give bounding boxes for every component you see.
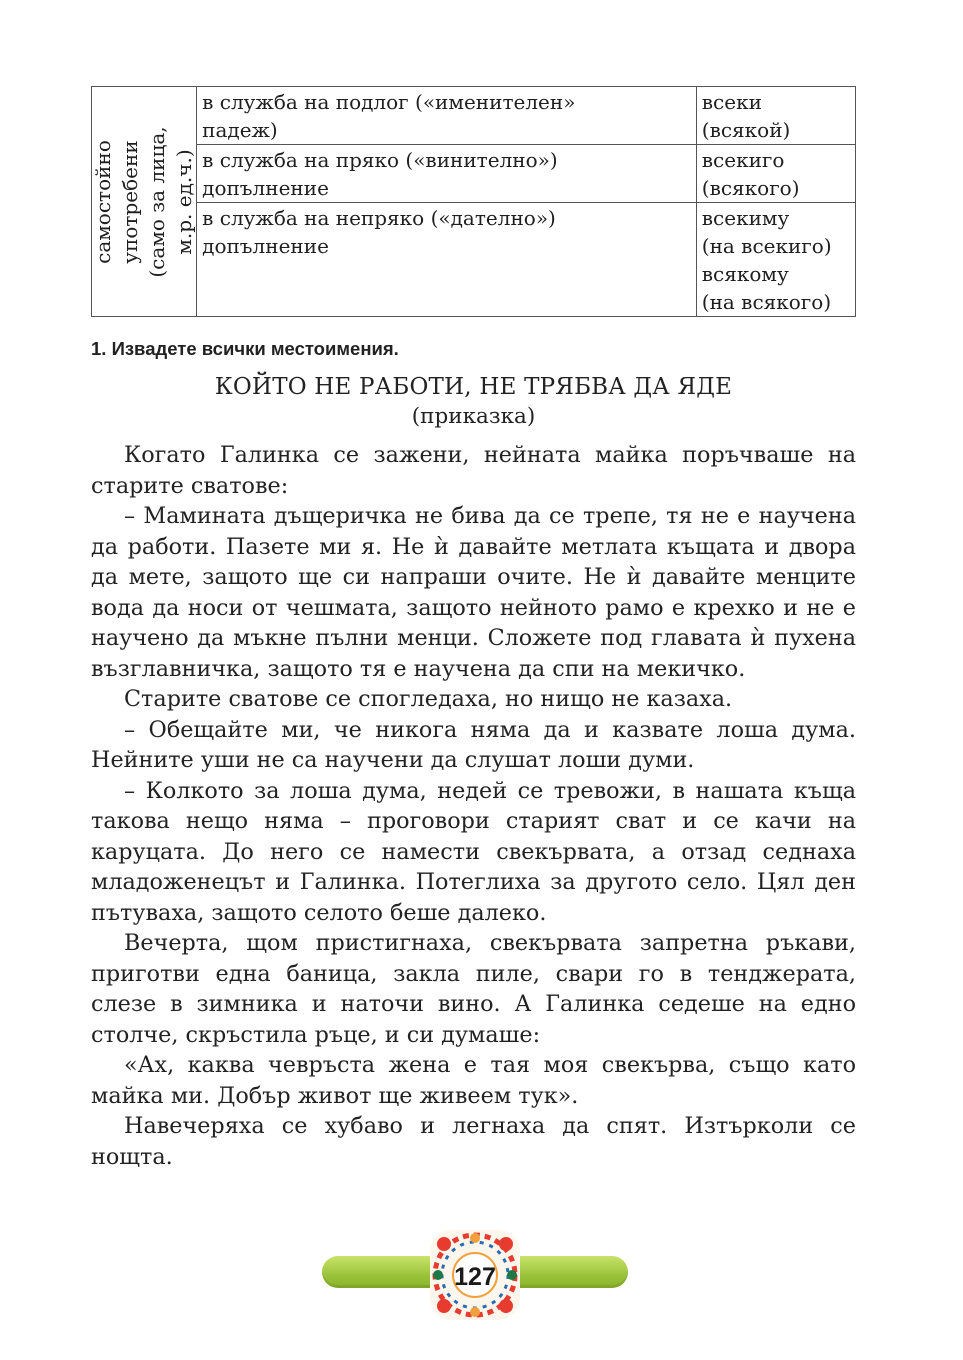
table-row xyxy=(92,145,856,203)
table-cell-forms: всекиго (всякого) xyxy=(696,145,855,203)
story-paragraph: – Мамината дъщеричка не бива да се трепе, тя не е научена да работи. Пазете ми я. Не ѝ давайте метлата къщата и двора да мете, защото ще си напраши очите. Не ѝ давайте менците вода да носи от чешмата, защото нейното рамо е крехко и не е научено да мъкне пълни менци. Сложете под главата ѝ пухена възглавничка, защото тя е научена да спи на мекичко. xyxy=(91,503,856,682)
table-cell-function: в служба на непряко («дателно») допълнение xyxy=(197,203,697,317)
story-paragraph: Когато Галинка се зажени, нейната майка поръчваше на старите сватове: xyxy=(91,442,856,499)
story-paragraph: – Колкото за лоша дума, недей се тревожи, в нашата къща такова нещо няма – проговори старият сват и се качи на каруцата. До него се намести свекървата, а отзад седнаха младоженецът и Галинка. Потеглиха за другото село. Цял ден пътуваха, защото селото беше далеко. xyxy=(91,777,856,926)
table-row-header xyxy=(92,87,197,317)
exercise-instruction: 1. Извадете всички местоимения. xyxy=(91,338,399,359)
row-header-label: самостойно употребени (само за лица, м.р. ед.ч.) xyxy=(91,125,197,278)
story-paragraph: Старите сватове се спогледаха, но нищо не казаха. xyxy=(124,686,733,712)
page-number-badge xyxy=(430,1230,520,1320)
table-cell-forms: всекиму (на всекиго) всякому (на всякого) xyxy=(696,203,855,317)
story-paragraph: – Обещайте ми, че никога няма да и казвате лоша дума. Нейните уши не са научени да слушат лоши думи. xyxy=(91,716,856,773)
table-cell-function: в служба на пряко («винително») допълнение xyxy=(197,145,697,203)
pronoun-forms-table xyxy=(91,86,856,317)
table-row xyxy=(92,203,856,317)
story-subtitle: (приказка) xyxy=(411,404,536,429)
page-footer xyxy=(322,1230,628,1320)
story-title: КОЙТО НЕ РАБОТИ, НЕ ТРЯБВА ДА ЯДЕ xyxy=(214,374,733,400)
table-cell-forms: всеки (всякой) xyxy=(696,87,855,145)
story-paragraph: Навечеряха се хубаво и легнаха да спят. Изтърколи се нощта. xyxy=(91,1113,856,1170)
story-paragraph: «Ах, каква чевръста жена е тая моя свекърва, също като майка ми. Добър живот ще живеем тук». xyxy=(91,1052,856,1109)
story-paragraph: Вечерта, щом пристигнаха, свекървата запретна ръкави, приготви една баница, закла пиле, свари го в тенджерата, слезе в зимника и наточи вино. А Галинка седеше на едно столче, скръстила ръце, и си думаше: xyxy=(91,930,856,1048)
table-cell-function: в служба на подлог («именителен» падеж) xyxy=(197,87,697,145)
story-text xyxy=(91,440,856,1172)
table-row xyxy=(92,87,856,145)
page-number: 127 xyxy=(454,1263,496,1291)
